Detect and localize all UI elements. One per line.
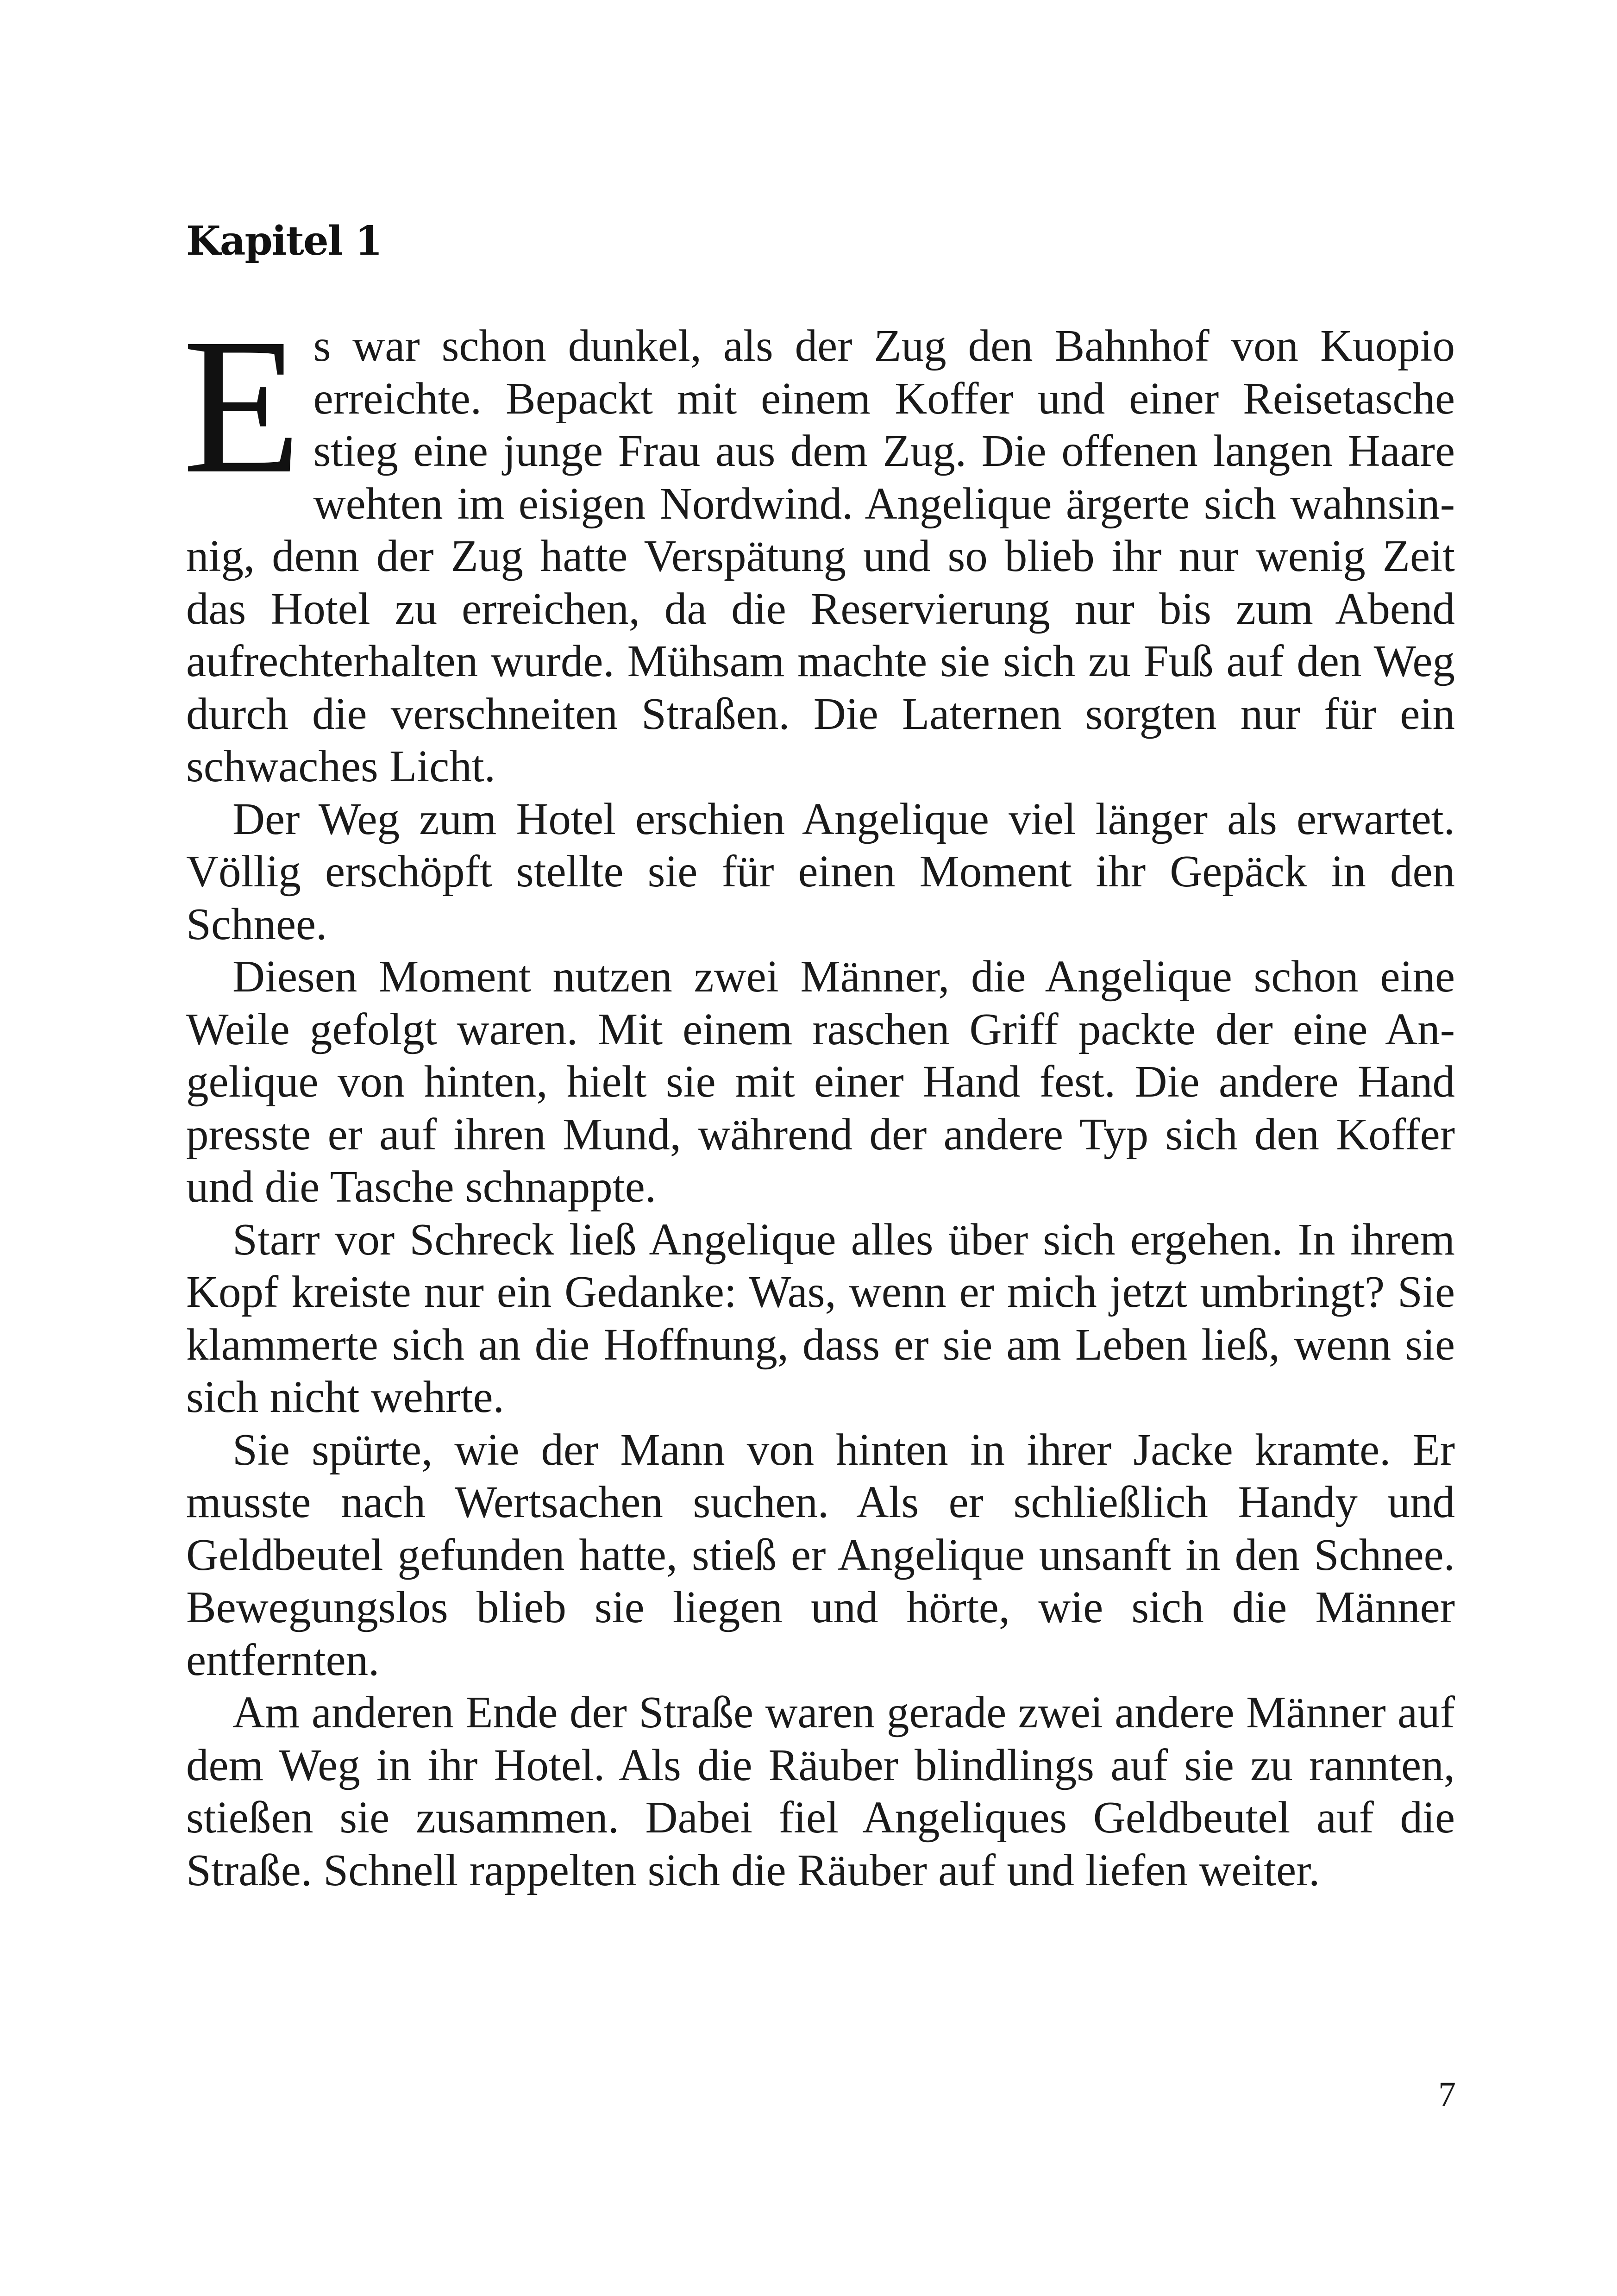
page-number: 7 bbox=[1438, 2075, 1456, 2114]
paragraph-3: Diesen Moment nutzen zwei Männer, die Angelique schon eine Weile gefolgt waren. Mit einem raschen Griff packte der eine Angelique von hinten, hielt sie mit einer Hand fest. Die andere Hand presste er auf ihren Mund, während der andere Typ sich den Koffer und die Tasche schnappte. bbox=[186, 952, 1455, 1211]
paragraph-6: Am anderen Ende der Straße waren gerade zwei andere Männer auf dem Weg in ihr Hotel. Als die Räuber blindlings auf sie zu rannten, stießen sie zusammen. Dabei fiel Angeliques Geldbeutel auf die Straße. Schnell rappelten sich die Räuber auf und liefen weiter. bbox=[186, 1687, 1455, 1895]
paragraph-1-text: s war schon dunkel, als der Zug den Bahnhof von Kuopio erreichte. Bepackt mit einem Koffer und einer Reisetasche stieg eine junge Frau aus dem Zug. Die offenen langen Haare wehten im eisigen Nordwind. Angelique ärgerte sich wahnsinnig, denn der Zug hatte Verspätung und so blieb ihr nur wenig Zeit das Hotel zu erreichen, da die Reservierung nur bis zum Abend aufrechterhalten wurde. Mühsam machte sie sich zu Fuß auf den Weg durch die verschneiten Straßen. Die Laternen sorgten nur für ein schwaches Licht. bbox=[186, 321, 1455, 791]
paragraph-2: Der Weg zum Hotel erschien Angelique viel länger als erwartet. Völlig erschöpft stellte sie für einen Moment ihr Gepäck in den Schnee. bbox=[186, 794, 1455, 949]
chapter-body bbox=[182, 298, 1455, 1896]
paragraph-4: Starr vor Schreck ließ Angelique alles über sich ergehen. In ihrem Kopf kreiste nur ein Gedanke: Was, wenn er mich jetzt umbringt? Sie klammerte sich an die Hoffnung, dass er sie am Leben ließ, wenn sie sich nicht wehrte. bbox=[186, 1214, 1455, 1422]
chapter-title: Kapitel 1 bbox=[186, 218, 382, 264]
drop-cap: E bbox=[182, 298, 301, 514]
paragraph-5: Sie spürte, wie der Mann von hinten in ihrer Jacke kramte. Er musste nach Wertsachen suchen. Als er schließlich Handy und Geldbeutel gefunden hatte, stieß er Angelique unsanft in den Schnee. Bewegungslos blieb sie liegen und hörte, wie sich die Männer entfernten. bbox=[186, 1424, 1455, 1685]
paragraph-1 bbox=[182, 298, 1455, 793]
